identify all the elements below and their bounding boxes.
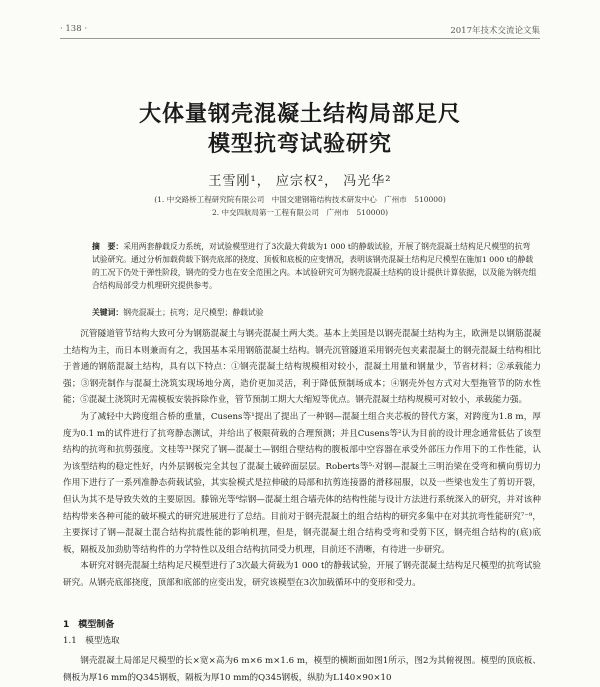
running-header [60, 24, 540, 39]
keywords [92, 307, 538, 318]
body-paragraph-2: 为了减轻中大跨度组合桥的重量，Cusens等¹提出了提出了一种钢—混凝土组合夹芯板的替代方案，对跨度为1.8 m，厚度为0.1 m的试件进行了抗弯静态测试，并给出了极限荷载的合理预测；并且Cusens等²认为目前的设计理念通常低估了该型结构的抗弯和抗剪强度。文桂等³¹探究了钢—混凝土—钢组合壁结构的腹板部中空容器在承受外部压力作用下的工作性能，认为该型结构的稳定性好，内外层钢板完全其包了混凝土破碎面层层。Roberts等⁵·对钢—混凝土三明治梁在受弯和横向剪切力作用下进行了一系列准静态荷载试验，其实验模式是拉伸破的局部和抗剪连接器的滑移屈服，以及一些梁也发生了剪切开裂，但认为其不是导致失效的主要原因。滕锦光等⁶综钢—混凝土组合墙壳体的结构性能与设计方法进行系统深入的研究，并对该种结构带来各种可能的破坏模式的研究进展进行了总结。目前对于钢壳混凝土的组合结构的研究多集中在对其抗弯性能研究⁷⁻⁹，主要探讨了钢—混凝土混合结构抗震性能的影响机理，但是，钢壳混凝土组合结构受弯和受剪下区，钢壳组合结构的(底)底板，隔板及加劲肋等结构件的力学特性以及组合结构抗同受力机理，目前还不清晰，有待进一步研究。 [63, 411, 541, 555]
author-list: 王雪刚¹， 应宗权²， 冯光华² [208, 174, 392, 189]
paper-title [0, 100, 600, 160]
body-text [63, 326, 541, 592]
abstract-text: 采用两套静载反力系统，对试验模型进行了3次最大荷载为1 000 t的静载试验，开展了钢壳混凝土结构足尺模型的抗弯试验研究。通过分析加载荷载下钢壳底部的挠度、顶板和底板的应变情况，表明该钢壳混凝土结构足尺模型在施加1 000 t的静载的工况下仍处于弹性阶段，钢壳的受力也在安全范围之内。本试验研究可为钢壳混凝土结构的设计提供计算依据，以及能为钢壳组合结构局部受力机理研究提供参考。 [92, 242, 537, 290]
section-1-1-text [63, 653, 541, 686]
title-line-1: 大体量钢壳混凝土结构局部足尺 [138, 102, 461, 127]
section-1-1-paragraph: 钢壳混凝土局部足尺模型的长×宽×高为6 m×6 m×1.6 m，模型的横断面如图1所示，图2为其俯视图。模型的顶底板、侧板为厚16 mm的Q345钢板，隔板为厚10 mm的Q345钢板，纵肋为L140×90×10 [63, 656, 541, 683]
keywords-text: 钢壳混凝土；抗弯；足尺模型；静载试验 [123, 308, 264, 317]
keywords-label: 关键词： [92, 308, 124, 317]
title-line-2: 模型抗弯试验研究 [207, 132, 392, 157]
conference-name: 2017年技术交流论文集 [450, 26, 540, 36]
section-heading-1: 1 模型制备 [63, 620, 115, 630]
affiliation-2: 2. 中交四航局第一工程有限公司 广州市 510000) [211, 208, 389, 217]
affiliation-1: (1. 中交路桥工程研究院有限公司 中国交建钢箱结构技术研发中心 广州市 510000) [154, 195, 446, 204]
body-paragraph-3: 本研究对钢壳混凝土结构足尺模型进行了3次最大荷载为1 000 t的静载试验，开展了钢壳混凝土结构足尺模型的抗弯试验研究。从钢壳底部挠度，顶部和底部的应变出发，研究该模型在3次加载循环中的变形和受力。 [63, 561, 541, 588]
abstract [92, 240, 538, 292]
subsection-heading-1-1: 1.1 模型选取 [63, 636, 120, 646]
page-number: · 138 · [60, 24, 88, 34]
body-paragraph-1: 沉管隧道管节结构大致可分为钢筋混凝土与钢壳混凝土两大类。基本上美国是以钢壳混凝土结构为主，欧洲是以钢筋混凝土结构为主，而日本则兼而有之，我国基本采用钢筋混凝土结构。钢壳沉管隧道采用钢壳包夹素混凝土的钢壳混凝土结构相比于普通的钢筋混凝土结构，具有以下特点：①钢壳混凝土结构规模相对较小，混凝土用量和钢量少，节省材料；②承载能力强；③钢壳制作与混凝土浇筑实现场地分离，造价更加灵活，利于降低预制场成本；④钢壳外包方式对大型拖管节的防水性能；⑤混凝土浇筑时无需模板安装拆除作业，管节预制工期大大缩短等优点。钢壳混凝土结构规模可对较小，承载能力强。 [63, 329, 541, 406]
abstract-label: 摘 要： [92, 242, 124, 251]
